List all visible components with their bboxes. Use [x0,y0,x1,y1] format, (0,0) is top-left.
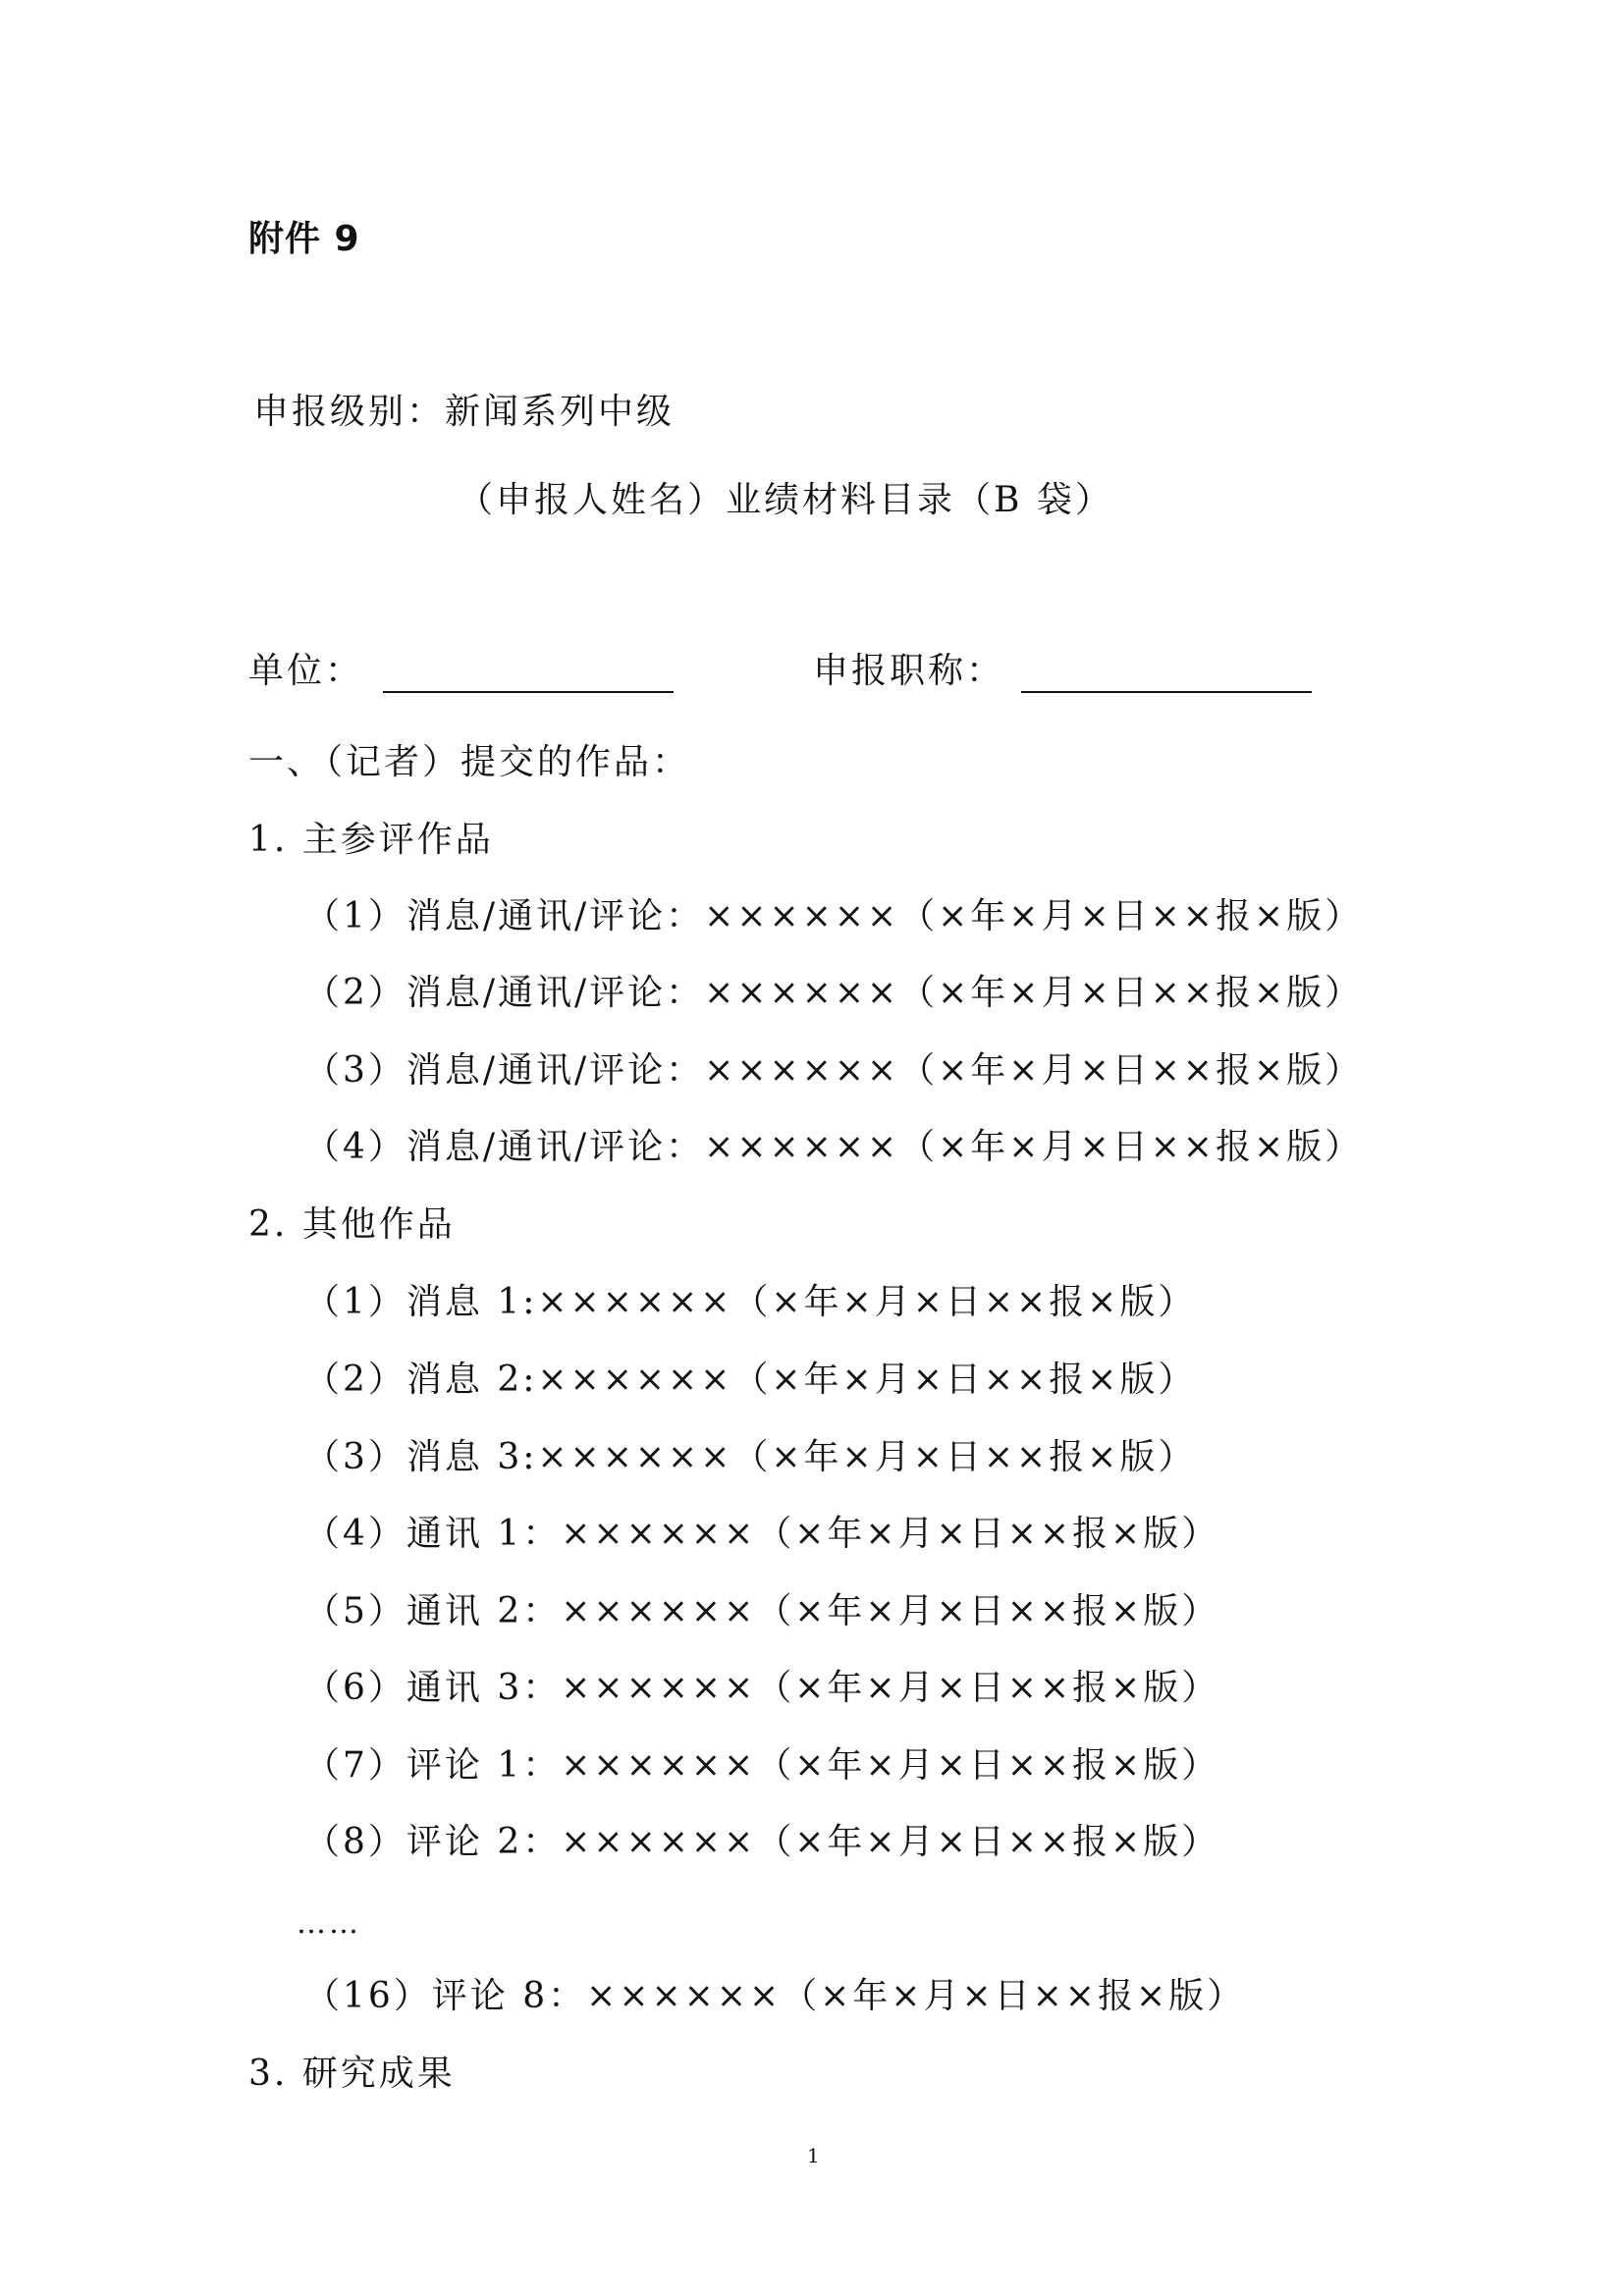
unit-blank-line [383,691,674,693]
list-item: （1）消息/通讯/评论：××××××（×年×月×日××报×版） [304,896,1364,936]
ellipsis: …… [297,1906,361,1941]
group-heading-main-works: 1. 主参评作品 [248,820,494,860]
list-item: （8）评论 2：××××××（×年×月×日××报×版） [304,1822,1220,1862]
list-item: （6）通讯 3：××××××（×年×月×日××报×版） [304,1668,1220,1708]
group-heading-other-works: 2. 其他作品 [248,1204,456,1245]
list-item: （2）消息/通讯/评论：××××××（×年×月×日××报×版） [304,973,1364,1013]
list-item: （2）消息 2:××××××（×年×月×日××报×版） [304,1360,1197,1400]
group-heading-research: 3. 研究成果 [248,2054,456,2094]
title-field-label: 申报职称： [813,651,1005,691]
section-heading: 一、（记者）提交的作品： [248,742,691,782]
unit-label: 单位： [248,651,364,691]
attachment-label: 附件 9 [248,219,360,259]
list-item: （1）消息 1:××××××（×年×月×日××报×版） [304,1282,1197,1322]
list-item: （3）消息 3:××××××（×年×月×日××报×版） [304,1437,1197,1477]
list-item: （4）消息/通讯/评论：××××××（×年×月×日××报×版） [304,1127,1364,1167]
declaration-level: 申报级别：新闻系列中级 [253,392,676,432]
page-number: 1 [807,2144,820,2167]
list-item: （7）评论 1：××××××（×年×月×日××报×版） [304,1745,1220,1786]
list-item: （16）评论 8：××××××（×年×月×日××报×版） [304,1976,1246,2016]
list-item: （3）消息/通讯/评论：××××××（×年×月×日××报×版） [304,1050,1364,1091]
document-title: （申报人姓名）业绩材料目录（B 袋） [458,480,1113,520]
list-item: （5）通讯 2：××××××（×年×月×日××报×版） [304,1591,1220,1631]
list-item: （4）通讯 1：××××××（×年×月×日××报×版） [304,1514,1220,1554]
title-blank-line [1021,691,1312,693]
